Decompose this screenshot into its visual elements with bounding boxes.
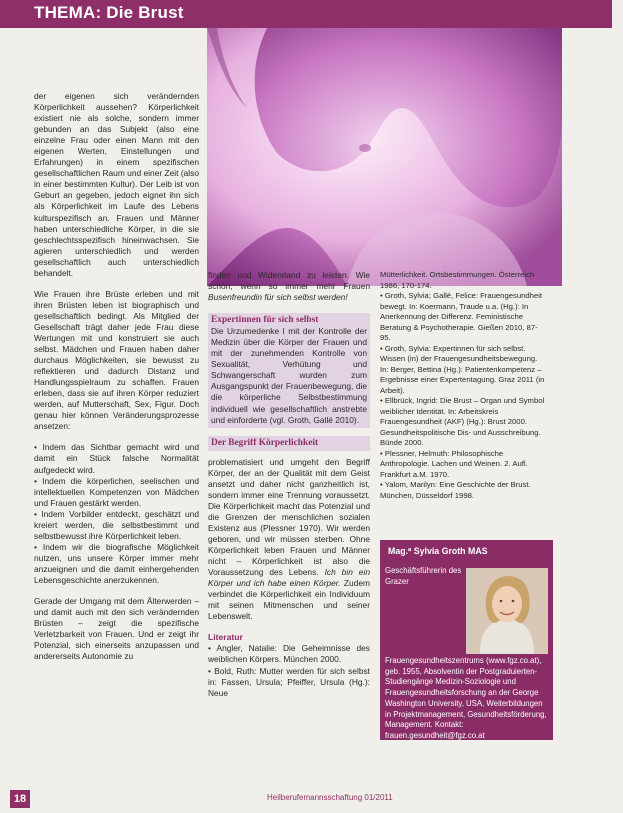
author-portrait — [466, 568, 548, 654]
bullet-list — [34, 442, 199, 586]
column-3 — [380, 270, 545, 501]
paragraph — [208, 270, 370, 303]
header-banner — [0, 0, 612, 28]
literature-item: • Groth, Sylvia: Expertinnen für sich selbst. Wissen (in) der Frauengesundheitsbewegung. In: Berger, Bettina (Hg.): Patientenkompetenz – Ergebnisse einer Expertentagung. Graz 2011 (in Arbeit). — [380, 343, 545, 395]
bullet-item: • Indem Vorbilder entdeckt, geschätzt und kreiert werden, die selbstbestimmt und selbstbewusst ihre Körperlichkeit leben. — [34, 508, 199, 541]
bullet-item: • Indem die körperlichen, seelischen und intellektuellen Kompetenzen von Mädchen und Frauen gestärkt werden. — [34, 475, 199, 508]
author-bio — [385, 566, 548, 742]
literature-item: Mütterlichkeit. Ortsbestimmungen. Österreich 1986, 170-174. — [380, 270, 535, 290]
literature-item: • Angler, Natalie: Die Geheimnisse des weiblichen Körpers. München 2000. — [208, 643, 370, 665]
bullet-item: • Indem wir die biografische Möglichkeit nutzen, uns unsere Körper immer mehr anzueignen und die damit einhergehenden Lebensgeschichte anerzukennen. — [34, 541, 199, 585]
section-expertinnen — [208, 313, 370, 427]
page-number: 18 — [10, 790, 30, 808]
paragraph-text: problematisiert und umgeht den Begriff Körper, der an der Qualität mit dem Geist ansetzt und daher nicht ganzheitlich ist, sondern immer eine Trennung voraussetzt. Die Körperlichkeit macht das Potenzial und die Grenzen der menschlichen sozialen Existenz aus (Plessner 1970). Wir werden geboren, und wir müssen sterben. Ohne Körperlichkeit leben Frauen und Männer nicht – Körperlichkeit ist also die Voraussetzung des Lebens. — [208, 456, 370, 578]
paragraph: Wie Frauen ihre Brüste erleben und mit ihren Brüsten leben ist biographisch und gesellschaftlich bedingt. Als Mitglied der Gesellschaft trägt daher jede Frau diese Wertungen mit und konstruiert sie auch selbst. Mädchen und Frauen haben daher durchaus Möglichkeiten, sie bewusst zu reflektieren und dadurch Distanz und Handlungsspielraum zu schaffen. Frauen erleben, dass sie auf ihren Körper reduziert werden, auf Mutterschaft, Sex, Figur. Doch genau hier können Veränderungsprozesse ansetzen: — [34, 288, 199, 432]
paragraph-text: Zudem verbindet die Körperlichkeit ein Individuum mit seinen Mitmenschen und seiner Lebenswelt. — [208, 578, 370, 622]
column-2 — [208, 270, 370, 699]
section-heading: Expertinnen für sich selbst — [211, 315, 319, 326]
literature-item: • Ellbrück, Ingrid: Die Brust – Organ und Symbol weiblicher Identität. In: Arbeitskreis Frauengesundheit (AKF) (Hg.): Brust 2000. Gesundheitspolitische Dis- und Ausschreibung. Bünde 2000. — [380, 396, 545, 447]
italic-text: Ich bin ein Körper und ich habe einen Körper. — [208, 567, 370, 589]
author-name: Mag.ª Sylvia Groth MAS — [388, 546, 488, 556]
literature-item: • Yalom, Marilyn: Eine Geschichte der Brust. München, Düsseldorf 1998. — [380, 480, 531, 500]
column-1 — [34, 91, 199, 672]
bullet-item: • Indem das Sichtbar gemacht wird und damit ein Stück falsche Normalität aufgedeckt wird. — [34, 442, 199, 475]
section-text: Die Urzumedenke I mit der Kontrolle der Medizin über die Körper der Frauen und mit der zunehmenden Kontrolle von Sexualität, Verhütung und Schwangerschaft wurden zum Ausgangspunkt der Frauenbewegung, die die körperliche Selbstbestimmung individuell wie gesellschaftlich anstrebte und einforderte (vgl. Groth, Gallé 2010). — [211, 326, 367, 425]
author-bio-box — [380, 540, 553, 740]
paragraph-text: finden und Widerstand zu leisten. Wie schön, wenn so immer mehr Frauen — [208, 270, 370, 292]
literature-heading: Literatur — [208, 632, 243, 643]
author-bio-text: Geschäftsführerin des Grazer Frauengesundheitszentrums (www.fgz.co.at), geb. 1955, Absolventin der Postgraduierten-Studiengänge Medizin-Soziologie und Frauengesundheitsforschung an der George Washington University, USA, Weiterbildungen in Projektmanagement, Gesundheitsförderung, Management. Kontakt: frauen.gesundheit@fgz.co.at — [385, 566, 547, 740]
breast-photo — [207, 28, 562, 286]
literature-item: • Groth, Sylvia; Gallé, Felice: Frauengesundheit bewegt. In: Koermann, Traude u.a. (Hg.): In Anerkennung der Differenz. Feministische Beratung & Psychotherapie. Gießen 2010, 87-95. — [380, 291, 543, 342]
section-koerperlichkeit — [208, 436, 370, 451]
literature-item: • Bold, Ruth: Mutter werden für sich selbst in: Fassen, Ursula; Pfeiffer, Ursula (Hg.): Neue — [208, 665, 370, 698]
paragraph: der eigenen sich verändernden Körperlichkeit aussehen? Körperlichkeit existiert nie als solche, sondern immer gebunden an das Subjekt (also eine einzelne Frau oder einen Mann mit den eigenen Werten, Einstellungen und Erfahrungen) in einem spezifischen gesellschaftlichen Raum und einer Zeit (also in einer bestimmten Kultur). Der Leib ist von Geburt an gegeben, jedoch eignet ihn sich als Körperlichkeit im Laufe des Lebens kulturspezifisch an. Frauen und Männer haben unterschiedliche Körper, in die sie geschlechtsspezifisch hineinwachsen. Sie agieren unterschiedlich und werden gesellschaftlich auch unterschiedlich behandelt. — [34, 91, 199, 278]
italic-text: Busenfreundin für sich selbst werden! — [208, 292, 348, 303]
page-title: THEMA: Die Brust — [34, 3, 184, 22]
literature-item: • Plessner, Helmuth: Philosophische Anthropologie. Lachen und Weinen. 2. Aufl. Frankfurt a.M. 1970. — [380, 448, 528, 479]
paragraph — [208, 457, 370, 623]
publication-footer: Heilberufemannsschaftung 01/2011 — [267, 793, 393, 802]
paragraph: Gerade der Umgang mit dem Älterwerden – und damit auch mit den sich verändernden Brüsten – zeigt die spezifische Verletzbarkeit von Frauen. Und er zeigt ihr Potenzial, sich einerseits anzupassen und andererseits Autonomie zu — [34, 596, 199, 662]
section-heading: Der Begriff Körperlichkeit — [211, 437, 319, 448]
